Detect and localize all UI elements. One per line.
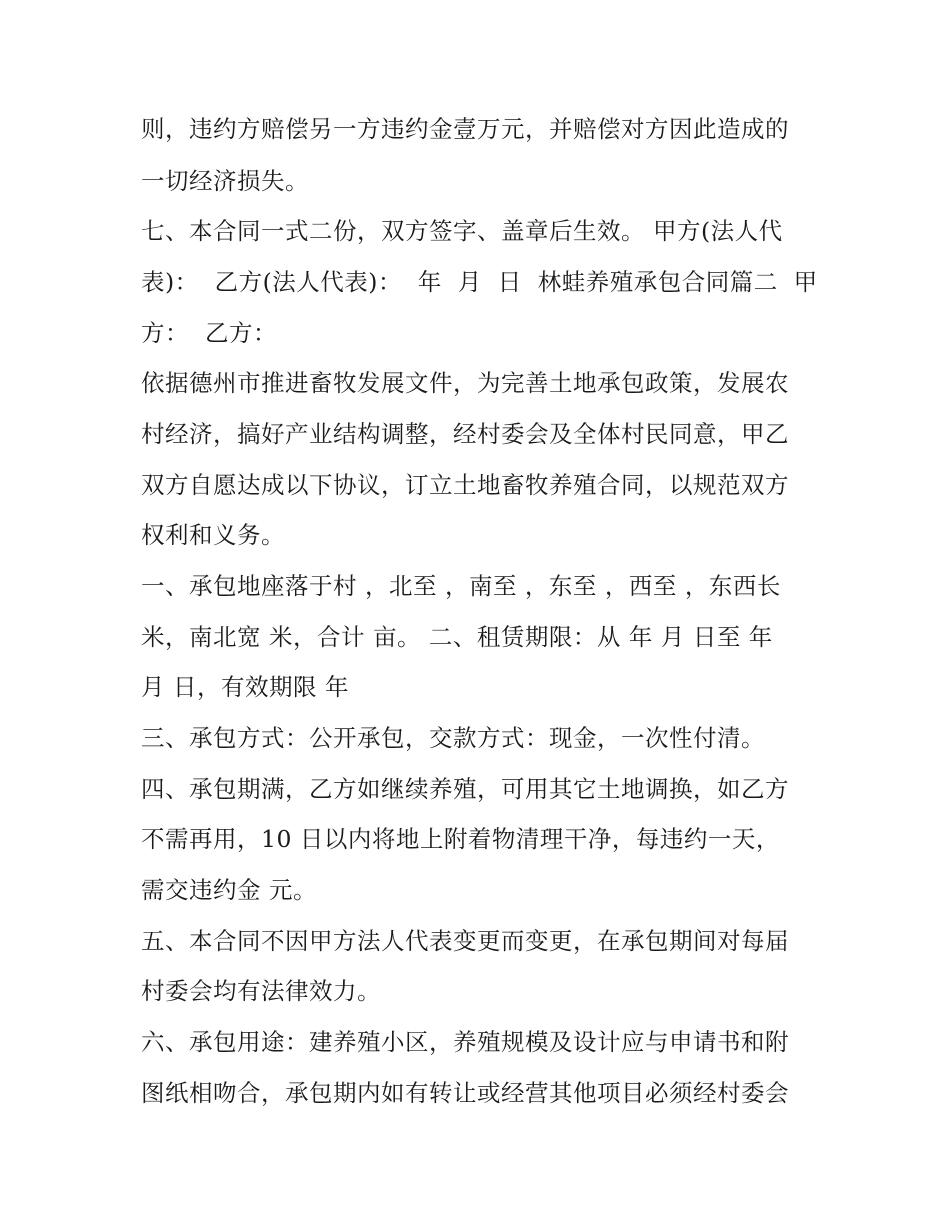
text-line: 月 日，有效期限 年 [141,673,349,701]
text-line: 表)： 乙方(法人代表)： 年 月 日 林蛙养殖承包合同篇二 甲 [141,268,818,296]
text-line: 四、承包期满，乙方如继续养殖，可用其它土地调换，如乙方 [141,775,789,803]
text-line: 需交违约金 元。 [141,876,317,904]
text-line: 依据德州市推进畜牧发展文件，为完善土地承包政策，发展农 [141,369,789,397]
text-line: 村经济，搞好产业结构调整，经村委会及全体村民同意，甲乙 [141,420,789,448]
text-line: 一、承包地座落于村 ，北至 ，南至 ，东至 ，西至 ，东西长 [141,572,781,600]
text-line: 村委会均有法律效力。 [141,977,381,1005]
text-line: 双方自愿达成以下协议，订立土地畜牧养殖合同，以规范双方 [141,471,789,499]
text-line: 五、本合同不因甲方法人代表变更而变更，在承包期间对每届 [141,927,789,955]
text-line: 方： 乙方： [141,319,277,347]
text-line: 则，违约方赔偿另一方违约金壹万元，并赔偿对方因此造成的 [141,115,789,143]
text-line: 米，南北宽 米，合计 亩。 二、租赁期限：从 年 月 日至 年 [141,623,773,651]
text-line: 三、承包方式：公开承包，交款方式：现金，一次性付清。 [141,724,765,752]
text-line: 不需再用，10 日以内将地上附着物清理干净，每违约一天， [141,825,780,853]
text-line: 图纸相吻合，承包期内如有转让或经营其他项目必须经村委会 [141,1079,789,1107]
text-line: 六、承包用途：建养殖小区，养殖规模及设计应与申请书和附 [141,1028,789,1056]
text-line: 权利和义务。 [141,521,285,549]
text-line: 一切经济损失。 [141,167,309,195]
text-line: 七、本合同一式二份，双方签字、盖章后生效。 甲方(法人代 [141,217,783,245]
